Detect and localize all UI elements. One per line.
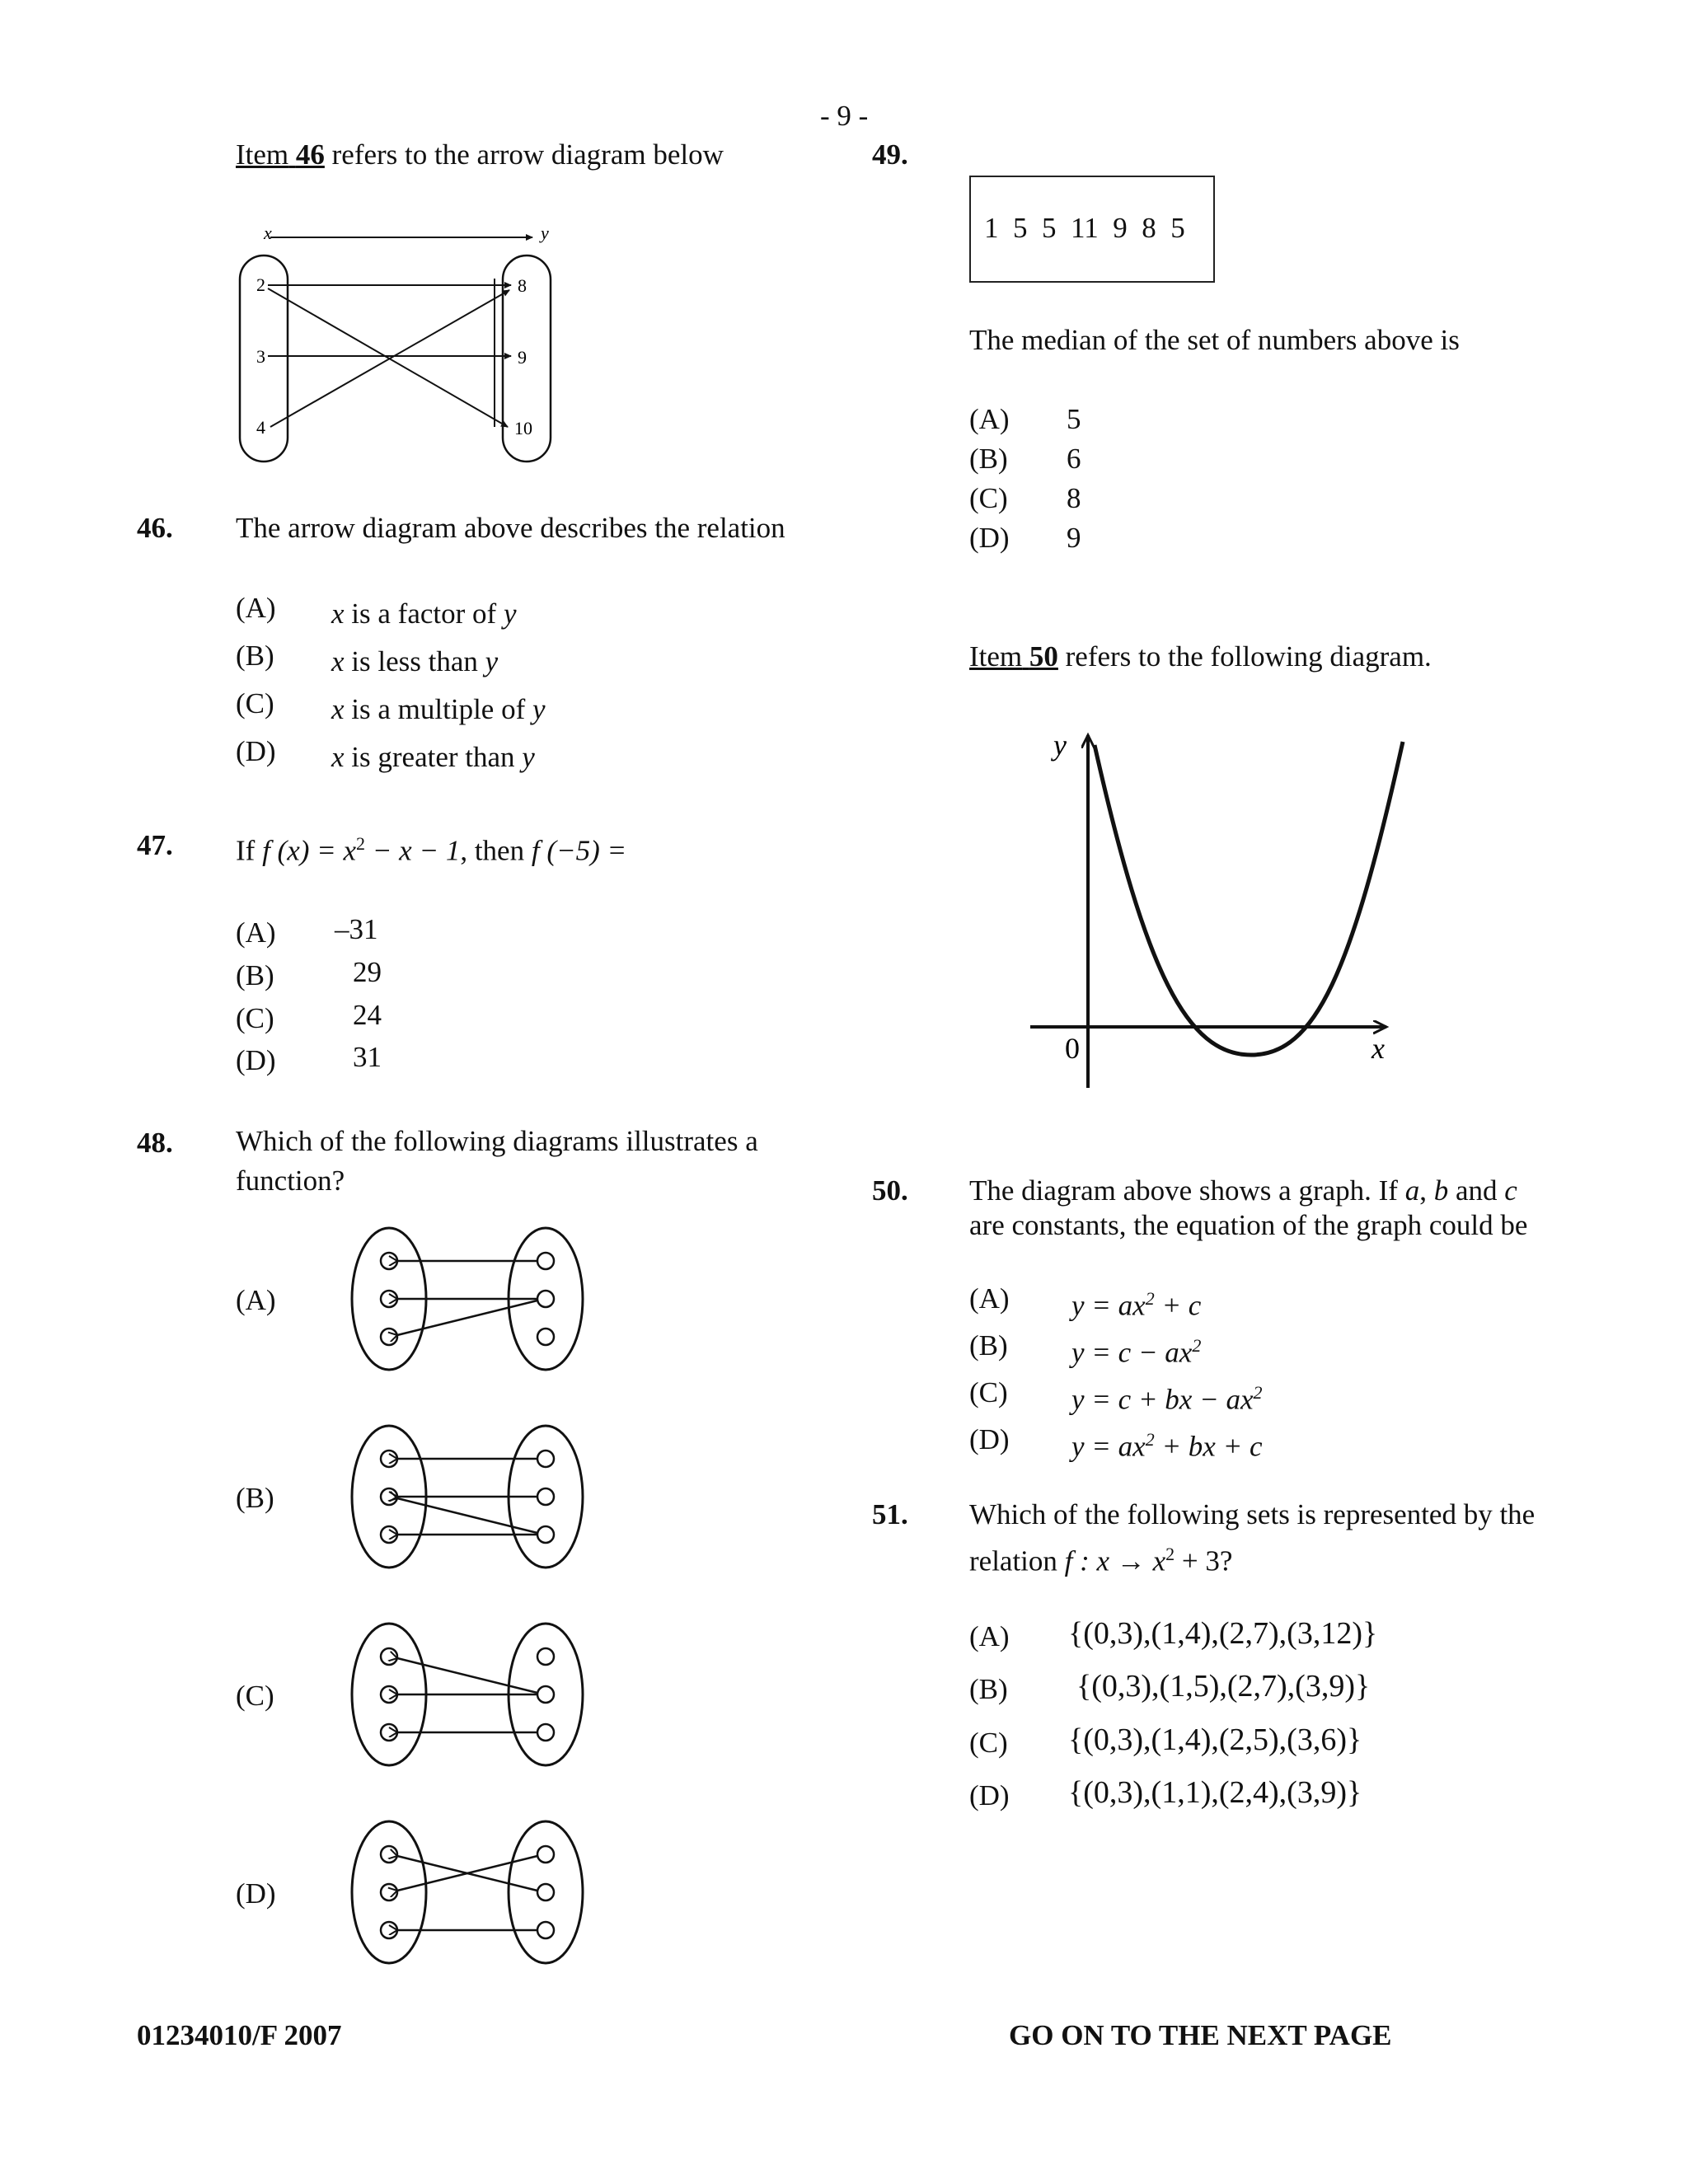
q51-option-c-set[interactable]: {(0,3),(1,4),(2,5),(3,6)}: [1068, 1722, 1362, 1757]
q47-question: [236, 826, 626, 869]
q50-option-d-tail: + bx + c: [1154, 1430, 1263, 1463]
q46-question: The arrow diagram above describes the relation: [236, 512, 785, 544]
q47-option-d-label[interactable]: (D): [236, 1044, 276, 1076]
q49-data-values: 1 5 5 11 9 8 5: [984, 212, 1185, 244]
q47-exp: 2: [356, 833, 366, 854]
q46-option-a-var-y: y: [503, 598, 517, 630]
q50-option-c-eq[interactable]: [1071, 1375, 1263, 1418]
q46-y-label: y: [541, 223, 549, 243]
q51-option-c-label[interactable]: (C): [969, 1727, 1008, 1759]
q51-question-line2: [969, 1536, 1232, 1580]
q47-option-c-label[interactable]: (C): [236, 1002, 274, 1034]
q50-option-b-exp: 2: [1192, 1335, 1202, 1356]
q50-var-b: b: [1433, 1174, 1449, 1207]
q51-option-d-label[interactable]: (D): [969, 1779, 1010, 1811]
q50-option-c-eq-main: y = c + bx − ax: [1071, 1383, 1254, 1416]
q50-parabola-curve: [1095, 742, 1403, 1055]
q47-option-a-label[interactable]: (A): [236, 916, 276, 949]
q50-option-d-exp: 2: [1145, 1429, 1155, 1450]
q48-diagram-a[interactable]: [345, 1220, 592, 1385]
q46-option-b-var-x: x: [331, 645, 345, 677]
q50-option-b-eq[interactable]: [1071, 1328, 1201, 1371]
q46-codomain-10: 10: [514, 418, 532, 438]
q47-rest: − x − 1: [365, 834, 461, 867]
q50-intro-prefix: Item: [969, 640, 1023, 673]
q50-number: 50.: [872, 1174, 908, 1207]
q46-option-a-text: is a factor of: [351, 598, 497, 630]
q48-diagram-b[interactable]: [345, 1418, 592, 1582]
q50-option-a-tail: + c: [1154, 1289, 1202, 1322]
q48-diagram-c[interactable]: [345, 1615, 592, 1780]
footer-next-page: GO ON TO THE NEXT PAGE: [1009, 2019, 1392, 2051]
q50-y-label: y: [1053, 729, 1067, 762]
q48-option-d-label[interactable]: (D): [236, 1877, 276, 1910]
q46-intro-suffix: refers to the arrow diagram below: [331, 138, 724, 171]
q47-then: , then: [460, 834, 525, 867]
q50-intro-item-ref: [969, 640, 1058, 673]
q48-option-a-label[interactable]: (A): [236, 1284, 276, 1316]
q50-intro: [969, 639, 1432, 675]
q50-and: and: [1455, 1174, 1498, 1207]
q50-option-c-exp: 2: [1253, 1382, 1263, 1403]
q46-option-c-label[interactable]: (C): [236, 687, 274, 719]
q48-number: 48.: [137, 1127, 173, 1159]
q46-option-b-label[interactable]: (B): [236, 640, 274, 672]
q46-intro-prefix: Item: [236, 138, 289, 171]
q47-prefix: If: [236, 834, 256, 867]
q50-option-a-eq[interactable]: [1071, 1281, 1201, 1324]
q46-domain-4: 4: [256, 417, 265, 438]
q50-question-text: The diagram above shows a graph. If: [969, 1174, 1398, 1207]
q46-arrow-2-10: [268, 288, 508, 427]
q46-option-c[interactable]: [331, 691, 546, 728]
q46-option-c-var-x: x: [331, 693, 345, 725]
q46-option-a-var-x: x: [331, 598, 345, 630]
q49-option-a-label[interactable]: (A): [969, 403, 1010, 435]
q50-x-label: x: [1372, 1032, 1385, 1065]
footer-paper-code: 01234010/F 2007: [137, 2019, 342, 2051]
q46-intro-item-ref: [236, 138, 325, 171]
q46-option-a[interactable]: [331, 596, 516, 632]
q50-parabola-graph: [1022, 725, 1418, 1088]
q48-option-c-label[interactable]: (C): [236, 1680, 274, 1712]
q51-relation-tail: + 3?: [1175, 1544, 1233, 1577]
q47-fx: f (x) = x: [262, 834, 357, 867]
q51-exp: 2: [1165, 1544, 1175, 1564]
q47-option-b-value[interactable]: 29: [353, 956, 382, 988]
q49-data-box: [969, 176, 1215, 283]
q46-option-c-text: is a multiple of: [351, 693, 526, 725]
q46-codomain-9: 9: [518, 347, 527, 368]
q49-option-b-label[interactable]: (B): [969, 443, 1008, 475]
q48-diagram-d[interactable]: [345, 1813, 592, 1978]
q49-option-a-value[interactable]: 5: [1067, 403, 1081, 435]
q51-question-line1: Which of the following sets is represented by the: [969, 1498, 1536, 1530]
q50-comma: ,: [1419, 1174, 1427, 1207]
q51-option-a-set[interactable]: {(0,3),(1,4),(2,7),(3,12)}: [1068, 1616, 1378, 1651]
q50-var-a: a: [1404, 1174, 1420, 1207]
q47-option-a-value[interactable]: –31: [335, 913, 378, 945]
q47-number: 47.: [137, 829, 173, 861]
q46-option-b[interactable]: [331, 644, 498, 680]
q46-option-d-text: is greater than: [351, 741, 515, 773]
q50-origin-label: 0: [1065, 1032, 1080, 1065]
q47-option-d-value[interactable]: 31: [353, 1041, 382, 1073]
q48-question-line1: Which of the following diagrams illustrates a: [236, 1125, 758, 1157]
q51-option-b-label[interactable]: (B): [969, 1673, 1008, 1705]
q46-intro-item-number: 46: [295, 138, 325, 171]
q46-option-a-label[interactable]: (A): [236, 592, 276, 624]
q46-option-d-var-x: x: [331, 741, 345, 773]
q51-relation-prefix: relation: [969, 1544, 1057, 1577]
q50-option-a-eq-main: y = ax: [1071, 1289, 1146, 1322]
q50-var-c: c: [1504, 1174, 1517, 1207]
q51-relation: f : x → x: [1064, 1544, 1166, 1577]
q49-option-d-value[interactable]: 9: [1067, 522, 1081, 554]
q46-option-c-var-y: y: [532, 693, 546, 725]
q49-number: 49.: [872, 138, 908, 171]
q49-option-c-label[interactable]: (C): [969, 482, 1008, 514]
q50-option-d-label[interactable]: (D): [969, 1423, 1010, 1455]
q47-f-of-minus5: f (−5) =: [531, 834, 627, 867]
q46-option-d-var-y: y: [522, 741, 535, 773]
q51-option-b-set[interactable]: {(0,3),(1,5),(2,7),(3,9)}: [1076, 1669, 1371, 1704]
q46-x-label: x: [264, 223, 272, 243]
q49-option-b-value[interactable]: 6: [1067, 443, 1081, 475]
q51-option-a-label[interactable]: (A): [969, 1620, 1010, 1652]
q46-intro: [236, 137, 724, 173]
q50-intro-suffix: refers to the following diagram.: [1065, 640, 1432, 673]
q47-option-b-label[interactable]: (B): [236, 959, 274, 991]
q46-arrow-diagram: [231, 223, 560, 470]
q46-option-d-label[interactable]: (D): [236, 735, 276, 767]
q46-number: 46.: [137, 512, 173, 544]
page-number: - 9 -: [820, 100, 869, 132]
q46-codomain-8: 8: [518, 275, 527, 296]
q49-question: The median of the set of numbers above is: [969, 324, 1460, 356]
q46-option-b-var-y: y: [485, 645, 499, 677]
q51-number: 51.: [872, 1498, 908, 1530]
q50-intro-item-number: 50: [1029, 640, 1058, 673]
q50-question-line2: are constants, the equation of the graph could be: [969, 1209, 1528, 1241]
q46-domain-3: 3: [256, 346, 265, 367]
q50-option-d-eq[interactable]: [1071, 1422, 1263, 1465]
q50-option-b-label[interactable]: (B): [969, 1329, 1008, 1361]
q47-option-c-value[interactable]: 24: [353, 999, 382, 1031]
q48-option-b-label[interactable]: (B): [236, 1482, 274, 1514]
q49-option-d-label[interactable]: (D): [969, 522, 1010, 554]
q50-option-d-eq-main: y = ax: [1071, 1430, 1146, 1463]
q50-question-line1: [969, 1173, 1517, 1209]
q50-option-b-eq-main: y = c − ax: [1071, 1336, 1193, 1369]
q48-question-line2: function?: [236, 1165, 345, 1197]
q51-option-d-set[interactable]: {(0,3),(1,1),(2,4),(3,9)}: [1068, 1775, 1362, 1810]
q50-option-a-label[interactable]: (A): [969, 1282, 1010, 1315]
q46-option-b-text: is less than: [351, 645, 478, 677]
q50-option-a-exp: 2: [1145, 1288, 1155, 1309]
q49-option-c-value[interactable]: 8: [1067, 482, 1081, 514]
q50-option-c-label[interactable]: (C): [969, 1376, 1008, 1408]
q46-option-d[interactable]: [331, 739, 535, 776]
q46-domain-2: 2: [256, 274, 265, 295]
